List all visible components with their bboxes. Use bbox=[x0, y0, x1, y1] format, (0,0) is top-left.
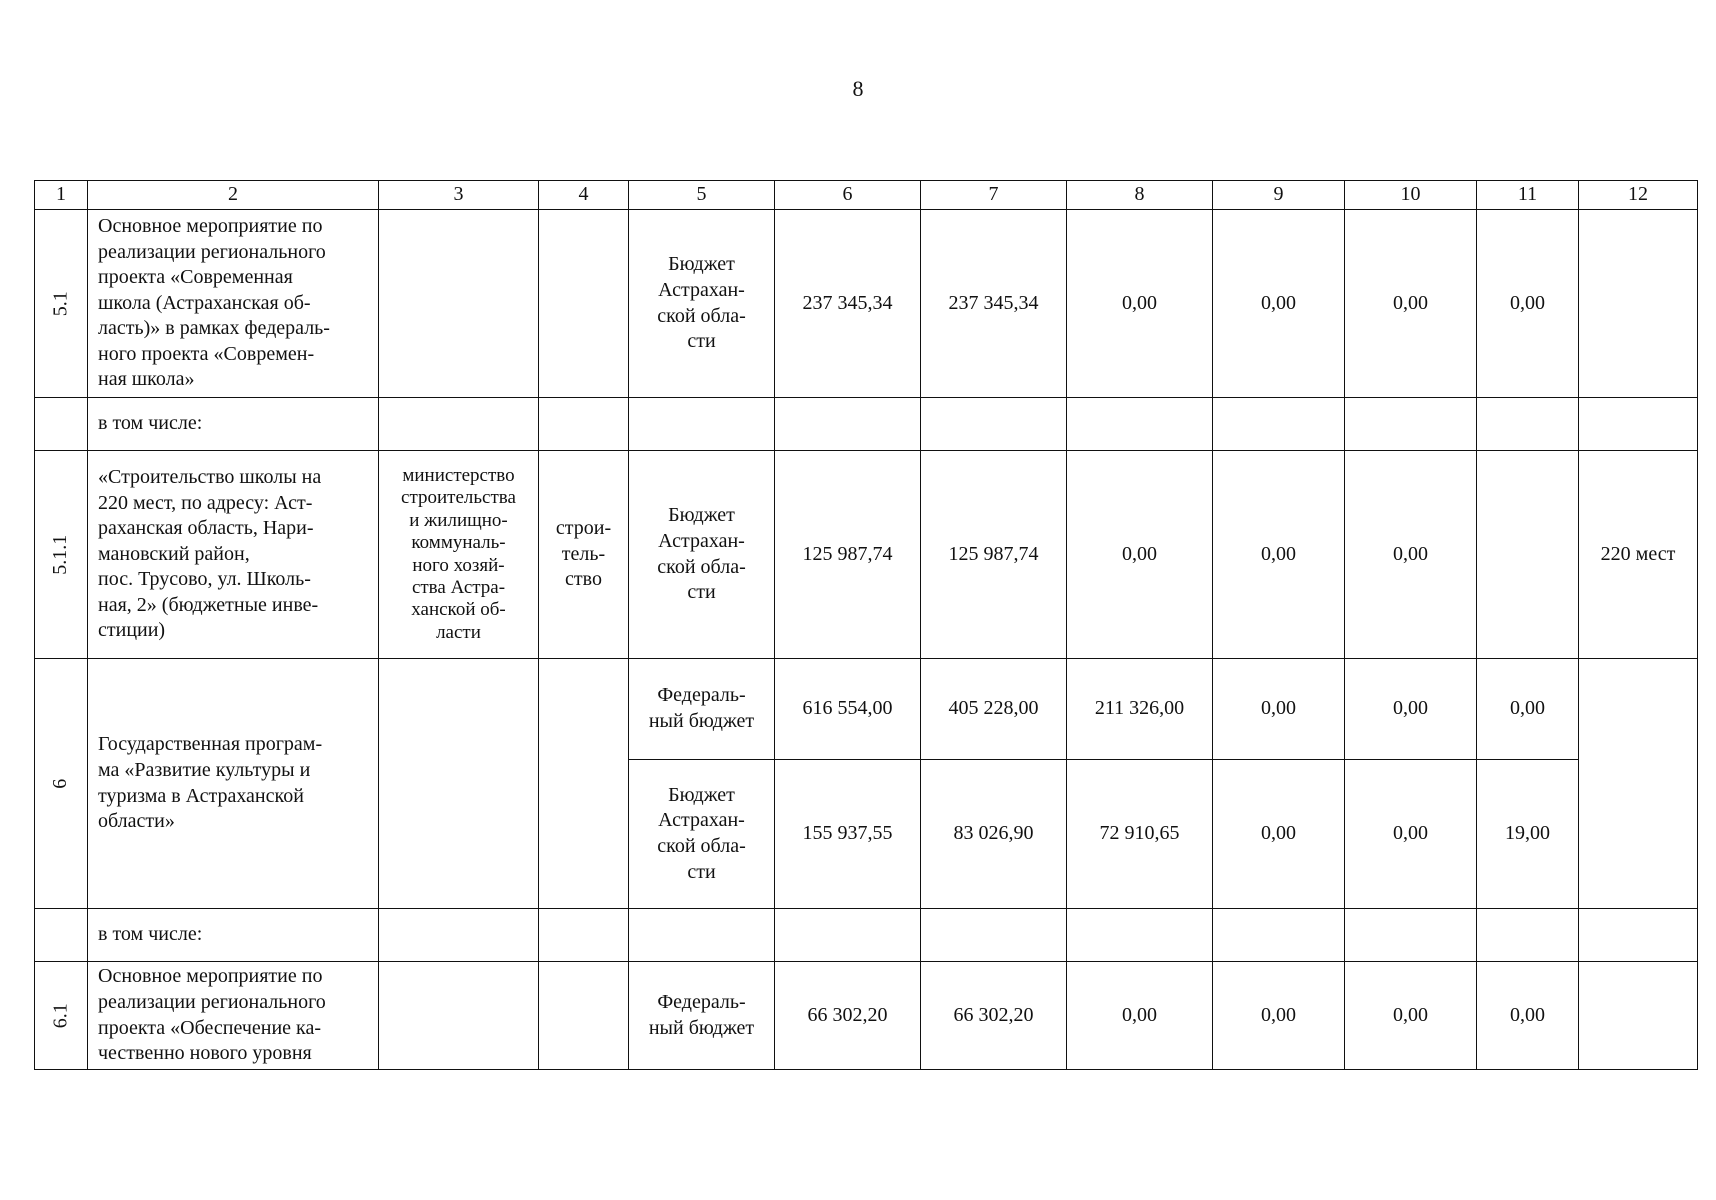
empty-cell bbox=[1579, 398, 1698, 451]
value-col6: 237 345,34 bbox=[775, 210, 921, 398]
empty-cell bbox=[629, 909, 775, 962]
value-col6: 155 937,55 bbox=[775, 760, 921, 909]
measure-description: «Строительство школы на 220 мест, по адресу: Аст- раханская область, Нари- мановский район, пос. Трусово, ул. Школь- ная, 2» (бюджетные инве- стиции) bbox=[88, 451, 379, 659]
value-col6: 125 987,74 bbox=[775, 451, 921, 659]
row-number bbox=[35, 451, 88, 659]
empty-cell bbox=[1213, 909, 1345, 962]
value-col9: 0,00 bbox=[1213, 659, 1345, 760]
table-row bbox=[35, 962, 1698, 1070]
empty-cell bbox=[1345, 909, 1477, 962]
value-col10: 0,00 bbox=[1345, 659, 1477, 760]
value-col8: 0,00 bbox=[1067, 451, 1213, 659]
table-row bbox=[35, 451, 1698, 659]
funding-source: Федераль- ный бюджет bbox=[629, 962, 775, 1070]
value-col8: 0,00 bbox=[1067, 210, 1213, 398]
column-number: 4 bbox=[539, 181, 629, 210]
funding-source: Бюджет Астрахан- ской обла- сти bbox=[629, 451, 775, 659]
value-col8: 0,00 bbox=[1067, 962, 1213, 1070]
column-number: 9 bbox=[1213, 181, 1345, 210]
empty-cell bbox=[921, 398, 1067, 451]
column-number: 2 bbox=[88, 181, 379, 210]
value-col11: 0,00 bbox=[1477, 659, 1579, 760]
value-col7: 405 228,00 bbox=[921, 659, 1067, 760]
program-description: Государственная програм- ма «Развитие культуры и туризма в Астраханской области» bbox=[88, 659, 379, 909]
row-number-text: 5.1.1 bbox=[49, 534, 72, 575]
row-number-text: 5.1 bbox=[49, 291, 72, 316]
measure-description: Основное мероприятие по реализации регионального проекта «Современная школа (Астраханская об- ласть)» в рамках федераль- ного проекта «Современ- ная школа» bbox=[88, 210, 379, 398]
funding-source: Бюджет Астрахан- ской обла- сти bbox=[629, 210, 775, 398]
value-col6: 616 554,00 bbox=[775, 659, 921, 760]
result-cell bbox=[1579, 659, 1698, 909]
column-number: 3 bbox=[379, 181, 539, 210]
table-row bbox=[35, 398, 1698, 451]
page-number: 8 bbox=[852, 76, 864, 101]
row-number bbox=[35, 398, 88, 451]
row-number bbox=[35, 210, 88, 398]
value-col7: 125 987,74 bbox=[921, 451, 1067, 659]
column-number: 7 bbox=[921, 181, 1067, 210]
empty-cell bbox=[921, 909, 1067, 962]
empty-cell bbox=[629, 398, 775, 451]
row-number bbox=[35, 909, 88, 962]
value-col10: 0,00 bbox=[1345, 451, 1477, 659]
measure-description: Основное мероприятие по реализации регионального проекта «Обеспечение ка- чественно нового уровня bbox=[88, 962, 379, 1070]
value-col11: 19,00 bbox=[1477, 760, 1579, 909]
executor-cell bbox=[379, 210, 539, 398]
value-col10: 0,00 bbox=[1345, 210, 1477, 398]
value-col9: 0,00 bbox=[1213, 210, 1345, 398]
value-col7: 237 345,34 bbox=[921, 210, 1067, 398]
executor-cell bbox=[379, 659, 539, 909]
table-row bbox=[35, 909, 1698, 962]
result-cell bbox=[1579, 210, 1698, 398]
empty-cell bbox=[775, 398, 921, 451]
column-number: 8 bbox=[1067, 181, 1213, 210]
row-number bbox=[35, 962, 88, 1070]
including-label: в том числе: bbox=[88, 398, 379, 451]
row-number bbox=[35, 659, 88, 909]
column-number: 12 bbox=[1579, 181, 1698, 210]
empty-cell bbox=[775, 909, 921, 962]
column-number: 6 bbox=[775, 181, 921, 210]
funding-source: Федераль- ный бюджет bbox=[629, 659, 775, 760]
value-col7: 83 026,90 bbox=[921, 760, 1067, 909]
column-number-row bbox=[35, 181, 1698, 210]
empty-cell bbox=[1067, 909, 1213, 962]
direction-cell bbox=[539, 962, 629, 1070]
empty-cell bbox=[1477, 909, 1579, 962]
empty-cell bbox=[1477, 398, 1579, 451]
value-col9: 0,00 bbox=[1213, 962, 1345, 1070]
value-col9: 0,00 bbox=[1213, 760, 1345, 909]
empty-cell bbox=[379, 398, 539, 451]
value-col11: 0,00 bbox=[1477, 962, 1579, 1070]
empty-cell bbox=[1213, 398, 1345, 451]
row-number-text: 6 bbox=[49, 778, 72, 789]
table-row bbox=[35, 659, 1698, 760]
including-label: в том числе: bbox=[88, 909, 379, 962]
funding-source: Бюджет Астрахан- ской обла- сти bbox=[629, 760, 775, 909]
row-number-text: 6.1 bbox=[49, 1003, 72, 1028]
empty-cell bbox=[1067, 398, 1213, 451]
direction-cell: строи- тель- ство bbox=[539, 451, 629, 659]
direction-cell bbox=[539, 210, 629, 398]
result-cell bbox=[1579, 962, 1698, 1070]
column-number: 10 bbox=[1345, 181, 1477, 210]
column-number: 5 bbox=[629, 181, 775, 210]
empty-cell bbox=[539, 909, 629, 962]
value-col8: 211 326,00 bbox=[1067, 659, 1213, 760]
column-number: 1 bbox=[35, 181, 88, 210]
value-col7: 66 302,20 bbox=[921, 962, 1067, 1070]
column-number: 11 bbox=[1477, 181, 1579, 210]
value-col6: 66 302,20 bbox=[775, 962, 921, 1070]
direction-cell bbox=[539, 659, 629, 909]
value-col10: 0,00 bbox=[1345, 760, 1477, 909]
empty-cell bbox=[379, 909, 539, 962]
table-row bbox=[35, 210, 1698, 398]
executor-cell bbox=[379, 962, 539, 1070]
value-col11 bbox=[1477, 451, 1579, 659]
value-col10: 0,00 bbox=[1345, 962, 1477, 1070]
budget-table bbox=[34, 180, 1698, 1070]
result-cell: 220 мест bbox=[1579, 451, 1698, 659]
value-col8: 72 910,65 bbox=[1067, 760, 1213, 909]
empty-cell bbox=[539, 398, 629, 451]
executor-cell: министерство строительства и жилищно- коммуналь- ного хозяй- ства Астра- ханской об- ласти bbox=[379, 451, 539, 659]
empty-cell bbox=[1345, 398, 1477, 451]
empty-cell bbox=[1579, 909, 1698, 962]
value-col9: 0,00 bbox=[1213, 451, 1345, 659]
value-col11: 0,00 bbox=[1477, 210, 1579, 398]
